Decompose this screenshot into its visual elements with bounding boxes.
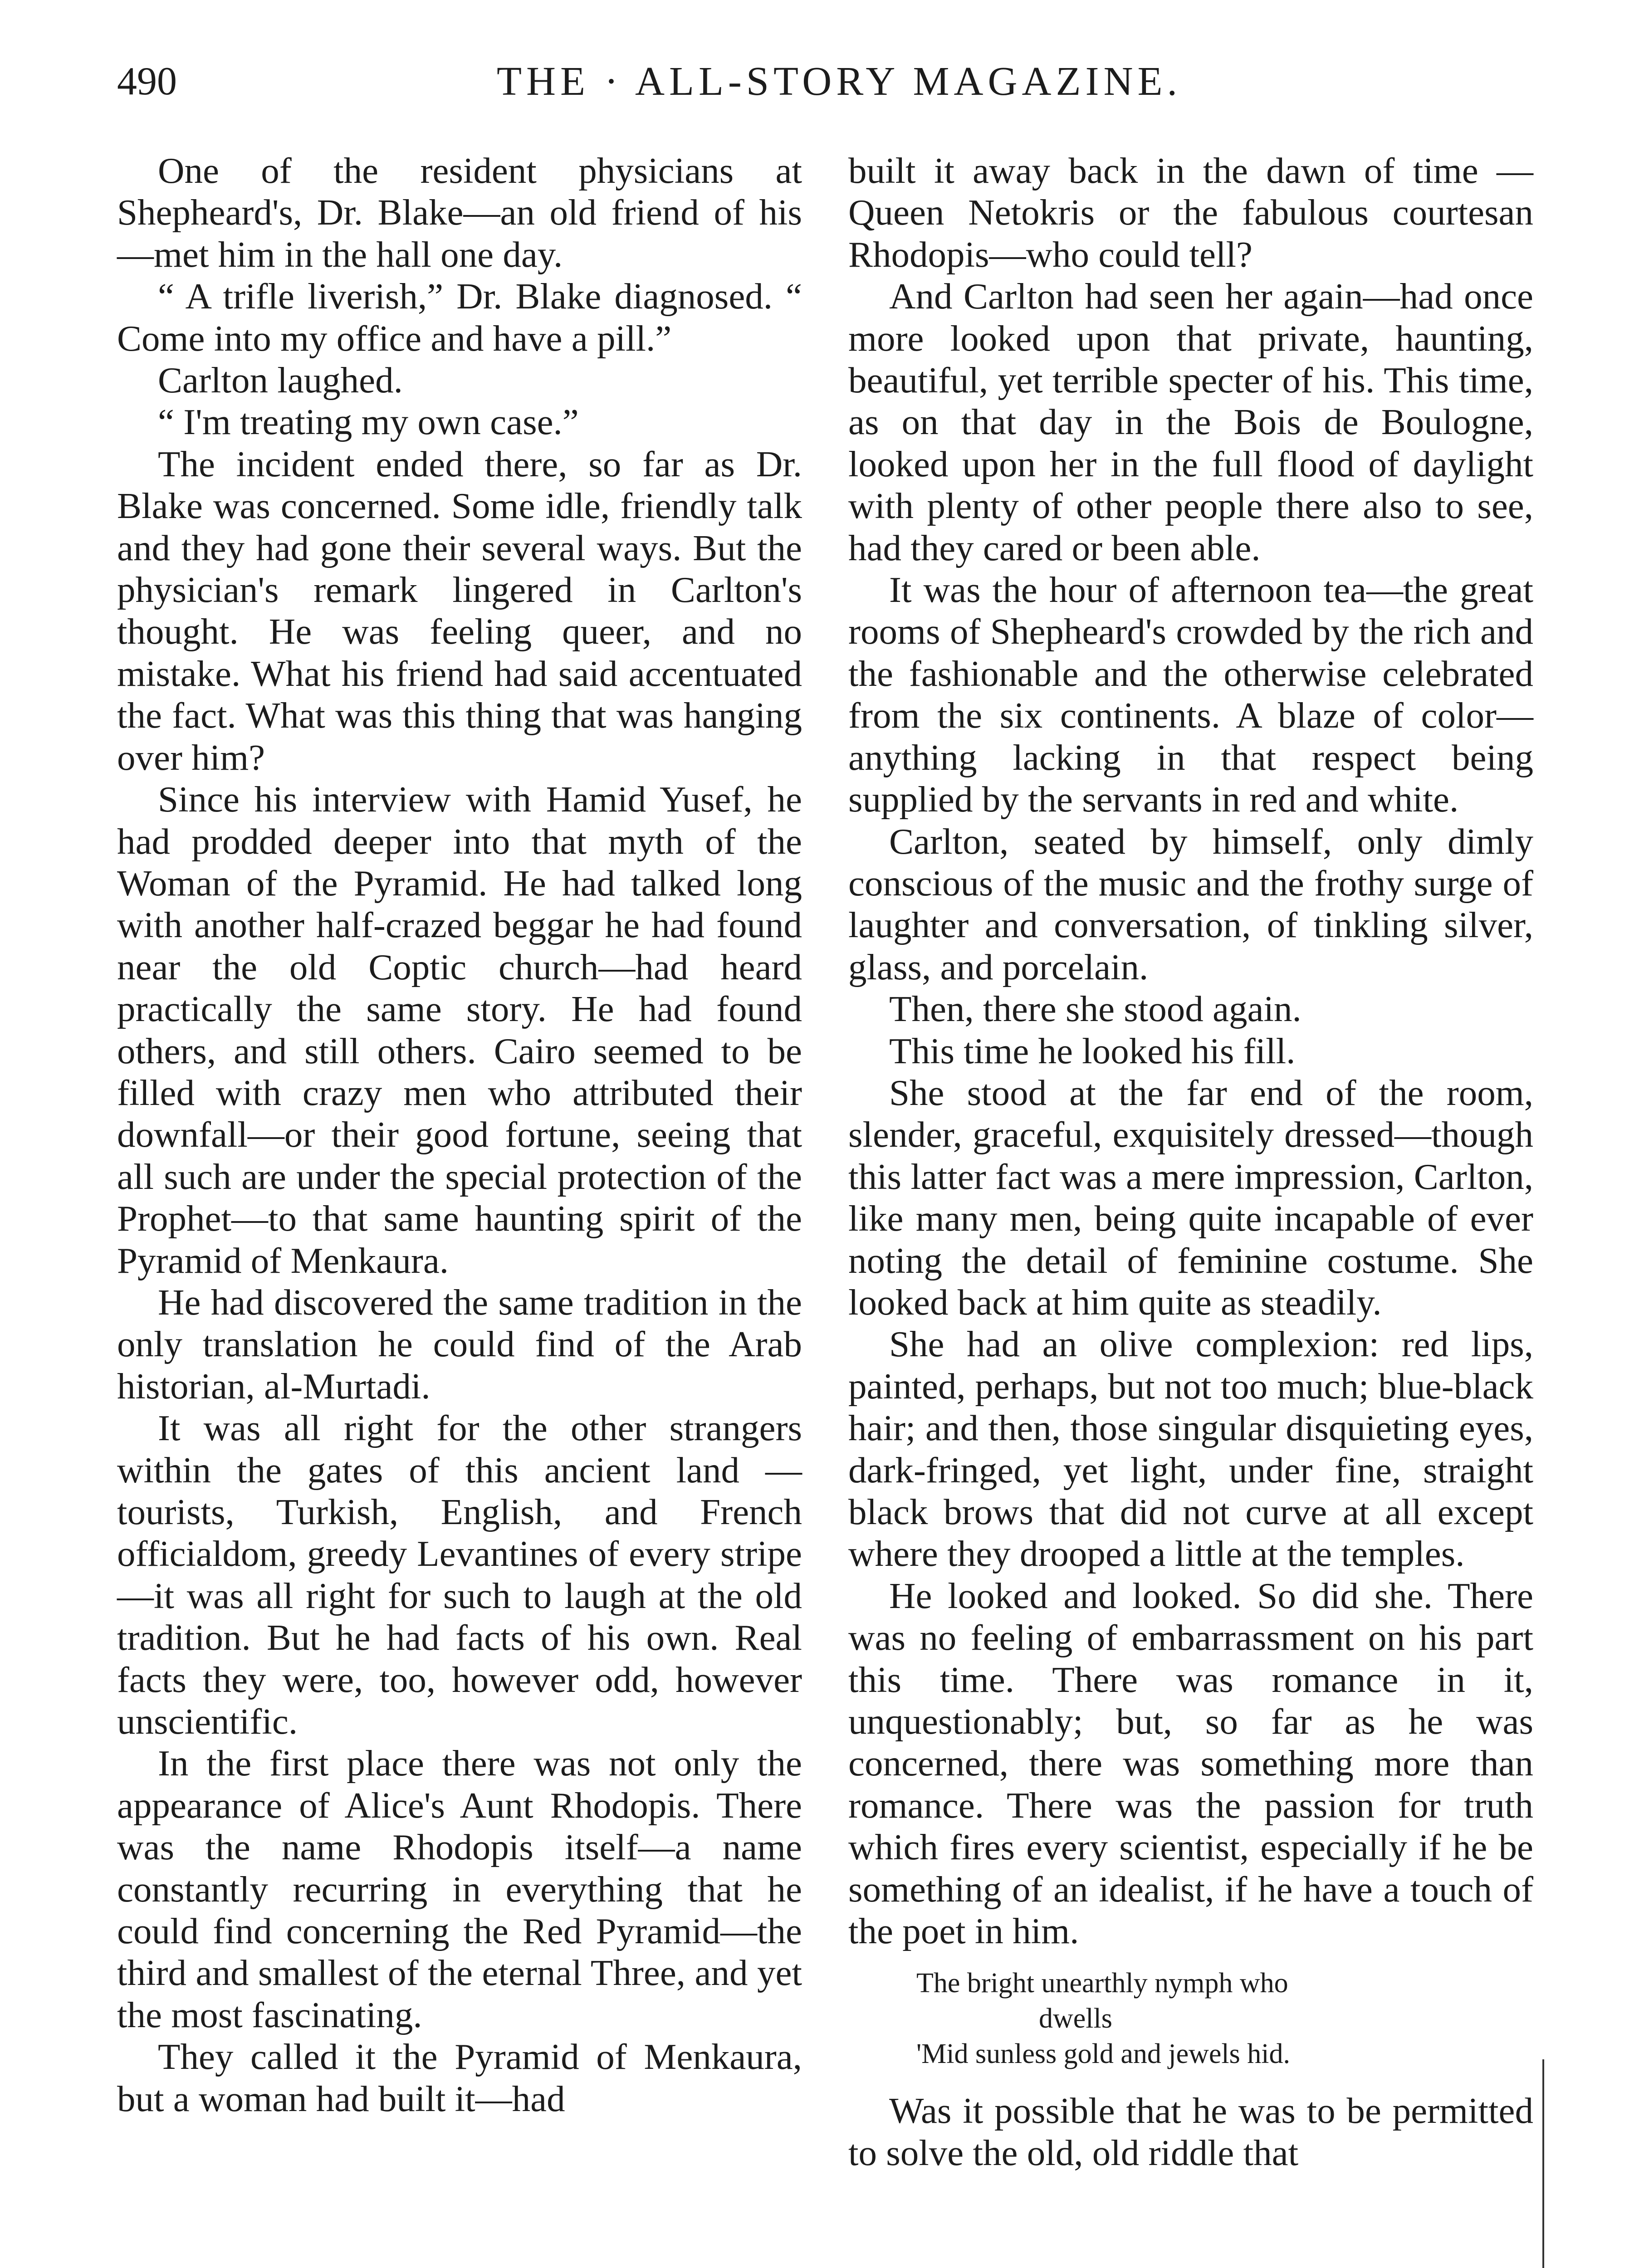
page-number: 490 xyxy=(117,59,177,103)
paragraph: One of the resident physicians at Shepheard's, Dr. Blake—an old friend of his—met him in the hall one day. xyxy=(117,150,802,275)
paragraph: He looked and looked. So did she. There was no feeling of embarrassment on his part this time. There was romance in it, unquestionably; but, so far as he was concerned, there was something more than romance. There was the passion for truth which fires every scientist, especially if he be something of an idealist, if he have a touch of the poet in him. xyxy=(848,1575,1533,1952)
paragraph: Since his interview with Hamid Yusef, he had prodded deeper into that myth of the Woman of the Pyramid. He had talked long with another half-crazed beggar he had found near the old Coptic church—had heard practically the same story. He had found others, and still others. Cairo seemed to be filled with crazy men who attributed their downfall—or their good fortune, seeing that all such are under the special protection of the Prophet—to that same haunting spirit of the Pyramid of Menkaura. xyxy=(117,779,802,1281)
paragraph: She had an olive complexion: red lips, painted, perhaps, but not too much; blue-black hair; and then, those singular disquieting eyes, dark-fringed, yet light, under fine, straight black brows that did not curve at all except where they drooped a little at the temples. xyxy=(848,1324,1533,1574)
paragraph: She stood at the far end of the room, slender, graceful, exquisitely dressed—though this latter fact was a mere impression, Carlton, like many men, being quite incapable of ever noting the detail of feminine costume. She looked back at him quite as steadily. xyxy=(848,1072,1533,1323)
verse-line: 'Mid sunless gold and jewels hid. xyxy=(916,2038,1291,2070)
left-column xyxy=(117,150,802,2120)
paragraph: He had discovered the same tradition in the only translation he could find of the Arab historian, al-Murtadi. xyxy=(117,1281,802,1407)
verse-line: The bright unearthly nymph who xyxy=(916,1968,1288,1999)
paragraph: It was all right for the other strangers within the gates of this ancient land — tourists, Turkish, English, and French officialdom, greedy Levantines of every stripe—it was all right for such to laugh at the old tradition. But he had facts of his own. Real facts they were, too, however odd, however unscientific. xyxy=(117,1408,802,1742)
paragraph: Was it possible that he was to be permitted to solve the old, old riddle that xyxy=(848,2090,1533,2173)
paragraph: Then, there she stood again. xyxy=(889,988,1302,1030)
verse-line-continuation: dwells xyxy=(1039,2003,1112,2034)
paragraph: “ A trifle liverish,” Dr. Blake diagnosed. “ Come into my office and have a pill.” xyxy=(117,276,802,359)
paragraph: Carlton, seated by himself, only dimly conscious of the music and the frothy surge of laughter and conversation, of tinkling silver, glass, and porcelain. xyxy=(848,821,1533,987)
paragraph: It was the hour of afternoon tea—the great rooms of Shepheard's crowded by the rich and the fashionable and the otherwise celebrated from the six continents. A blaze of color—anything lacking in that respect being supplied by the servants in red and white. xyxy=(848,569,1533,820)
verse-quote xyxy=(848,1965,1533,2072)
paragraph: The incident ended there, so far as Dr. Blake was concerned. Some idle, friendly talk and they had gone their several ways. But the physician's remark lingered in Carlton's thought. He was feeling queer, and no mistake. What his friend had said accentuated the fact. What was this thing that was hanging over him? xyxy=(117,443,802,778)
right-column xyxy=(848,150,1533,2174)
paragraph: built it away back in the dawn of time —Queen Netokris or the fabulous courtesan Rhodopis—who could tell? xyxy=(848,150,1533,275)
margin-rule xyxy=(1542,2059,1544,2268)
paragraph: Carlton laughed. xyxy=(158,360,403,401)
paragraph: This time he looked his fill. xyxy=(889,1030,1296,1071)
paragraph: They called it the Pyramid of Menkaura, but a woman had built it—had xyxy=(117,2036,802,2119)
paragraph: “ I'm treating my own case.” xyxy=(158,401,579,443)
paragraph: In the first place there was not only the appearance of Alice's Aunt Rhodopis. There was the name Rhodopis itself—a name constantly recurring in everything that he could find concerning the Red Pyramid—the third and smallest of the eternal Three, and yet the most fascinating. xyxy=(117,1743,802,2035)
running-title: THE · ALL-STORY MAGAZINE. xyxy=(497,59,1182,104)
page-header xyxy=(0,54,1644,127)
paragraph: And Carlton had seen her again—had once more looked upon that private, haunting, beautiful, yet terrible specter of his. This time, as on that day in the Bois de Boulogne, looked upon her in the full flood of daylight with plenty of other people there also to see, had they cared or been able. xyxy=(848,276,1533,568)
